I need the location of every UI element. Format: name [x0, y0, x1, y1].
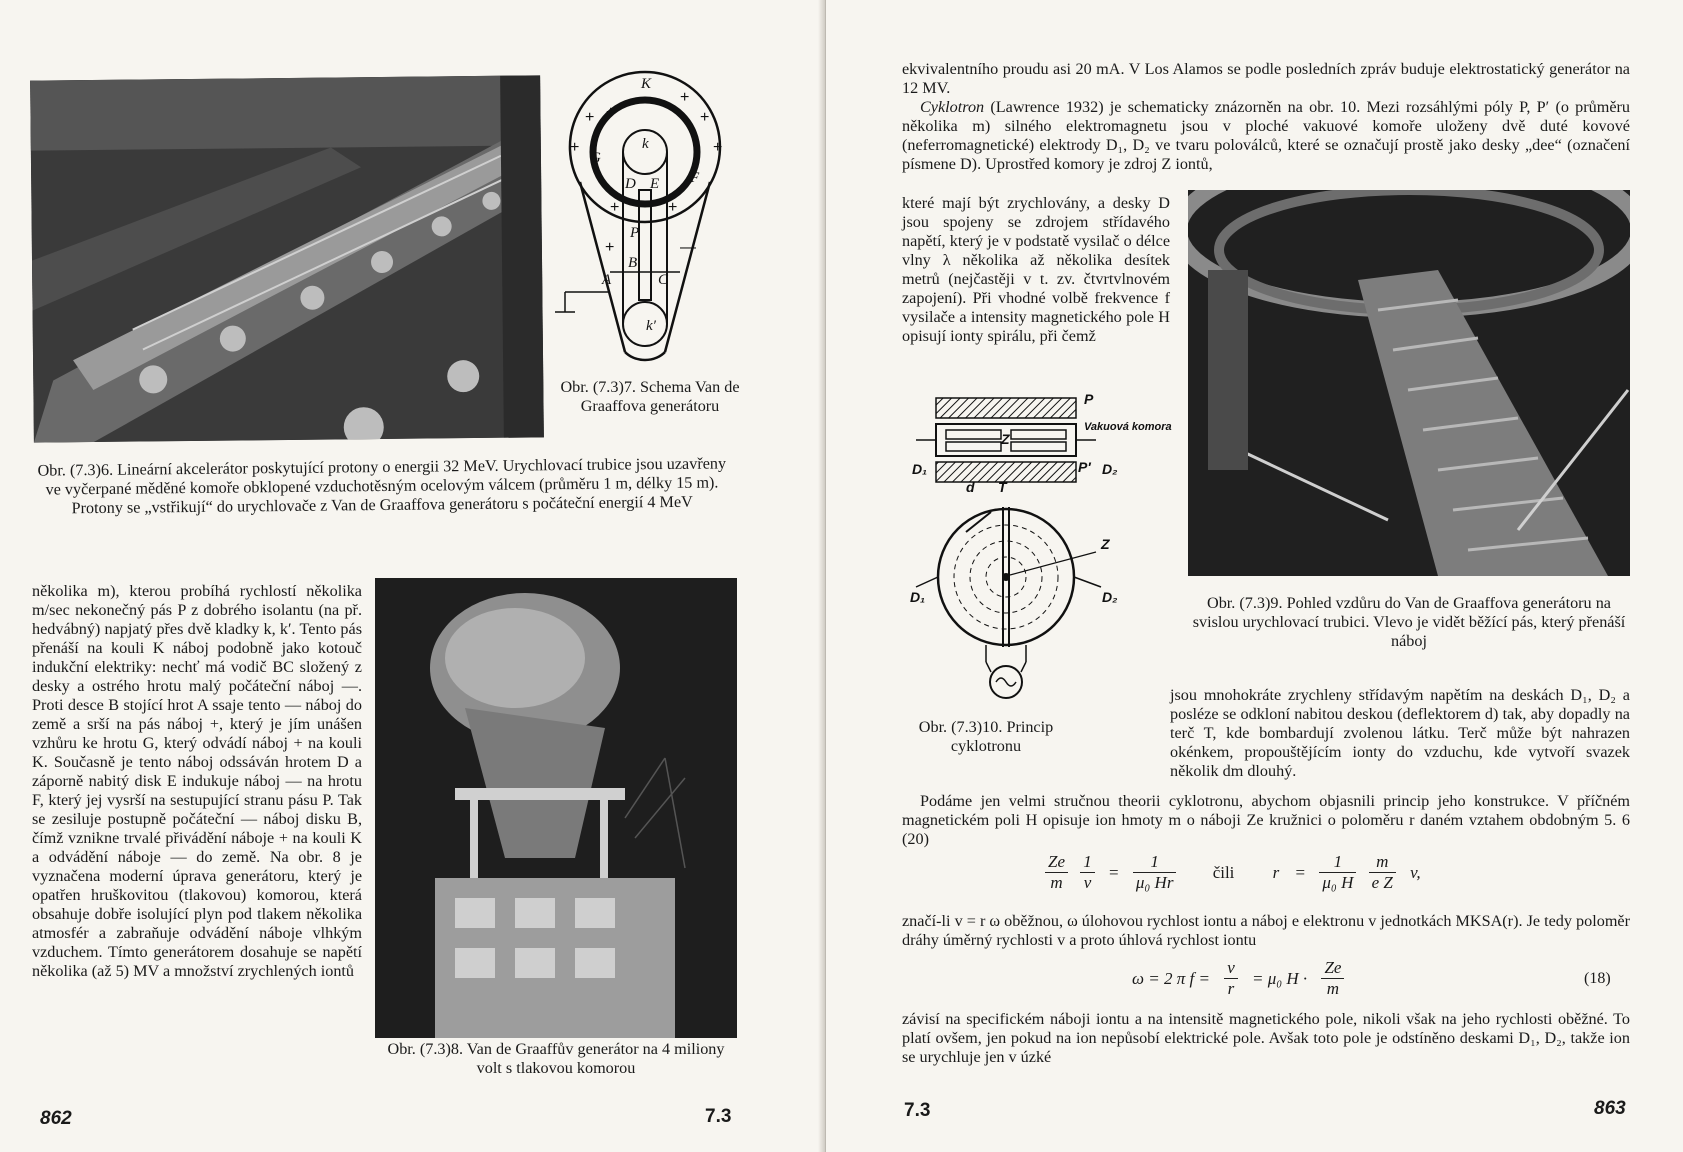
svg-text:+: + [585, 109, 595, 126]
fig7-label-F: F [690, 170, 700, 186]
fig9-photo-generator-interior [1188, 190, 1630, 576]
fig7-label-k-prime: k′ [646, 318, 656, 334]
fig6-caption: Obr. (7.3)6. Lineární akcelerátor poskytující protony o energii 32 MeV. Urychlovací trubice jsou uzavřeny ve vyčerpané měděné komoře obklopené vzduchotěsným ocelovým válcem (průměru 1 m, délky 15 m). Protony se „vstřikují“ do urychlovače z Van de Graaffova generátoru s počáteční energií 4 MeV [37, 454, 727, 518]
fig10-label-z: Z [1101, 536, 1110, 552]
fig10-label-vacuum: Vakuová komora [1084, 421, 1172, 433]
fig7-label-k: k [642, 136, 649, 152]
fig10-label-t: T [998, 479, 1007, 495]
eq1-b-den: v [1083, 873, 1092, 892]
right-page-number: 863 [1594, 1098, 1626, 1119]
eq2-f-num: v [1224, 958, 1238, 979]
fig10-caption: Obr. (7.3)10. Princip cyklotronu [918, 718, 1054, 755]
fig10-label-p: P [1084, 392, 1094, 407]
fig7-label-P: P [630, 225, 640, 241]
fig10-label-z-top: Z [1001, 431, 1010, 447]
eq1-c-num: 1 [1133, 852, 1177, 873]
fig7-label-G: G [590, 150, 601, 166]
eq1-c-den: μ₀ Hr [1135, 873, 1174, 892]
svg-text:+: + [610, 199, 620, 216]
fig10-label-p-prime: P′ [1078, 459, 1091, 475]
fig8-caption: Obr. (7.3)8. Van de Graaffův generátor na 4 miliony volt s tlakovou komorou [387, 1040, 725, 1077]
eq1-a-num: Ze [1045, 852, 1068, 873]
svg-text:+: + [713, 139, 723, 156]
right-para2-narrow: které mají být zrychlovány, a desky D jsou spojeny se zdrojem střídavého napětí, který je v podstatě vysilač o délce vlny λ několika až několika desítek metrů (nejčastěji v t. zv. čtvrtvlnovém zapojení). Při vhodné volbě frekvence f vysilače a intensity magnetického pole H opisují ionty spirálu, při čemž [902, 194, 1170, 345]
fig7-label-D: D [625, 176, 636, 192]
right-para6: závisí na specifickém náboji iontu a na intensitě magnetického pole, nikoli však na jeho rychlosti oběžné. To platí ovšem, jen pokud na ion nepůsobí elektrické pole. Avšak toto pole je odstíněno deskami D₁, D₂, takže ion se urychluje jen v úzké [902, 1010, 1630, 1066]
eq1-r: r [1272, 862, 1280, 882]
left-page [0, 0, 826, 1152]
fig9-caption: Obr. (7.3)9. Pohled vzdůru do Van de Graaffova generátoru na svislou urychlovací trubici. Vlevo je vidět běžící pás, který přenáší náboj [1192, 594, 1626, 650]
eq1-e-num: m [1369, 852, 1396, 873]
right-page [826, 0, 1683, 1152]
right-section-label: 7.3 [904, 1100, 931, 1121]
svg-text:+: + [680, 89, 690, 106]
right-para2-full-text: (Lawrence 1932) je schematicky znázorněn na obr. 10. Mezi rozsáhlými póly P, P′ (o průměru několika m) silného elektromagnetu jsou v ploché vakuové komoře uloženy dvě duté kovové (neferromagnetické) elektrody D₁, D₂ ve tvaru poloválců, které se označují prostě jako desky „dee“ (označení písmene D). Uprostřed komory je zdroj Z iontů, [902, 98, 1630, 173]
fig7-label-B: B [628, 255, 638, 271]
fig10-label-d2-top: D₂ [1102, 461, 1118, 477]
right-para1: ekvivalentního proudu asi 20 mA. V Los Alamos se podle posledních zpráv buduje elektrostatický generátor na 12 MV. [902, 60, 1630, 97]
eq2-g-num: Ze [1321, 958, 1344, 979]
left-section-label: 7.3 [705, 1106, 732, 1127]
right-para4: Podáme jen velmi stručnou theorii cyklotronu, abychom objasnili princip jeho konstrukce. V příčném magnetickém poli H opisuje ion hmoty m o náboji Ze kružnici o poloměru r daném vztahem obdobným 5. 6 (20) [902, 792, 1630, 848]
fig6-photo-linear-accelerator [30, 75, 544, 442]
right-para2-full [902, 98, 1630, 174]
equation-1: $\frac{Ze}{m}$ $\frac{1}{v}$ = $\frac{1}{\text{μ₀ Hr}}$ čili r = $\frac{1}{\text{μ₀ H}}$ $\frac{m}{\text{e Z}}$ v, [1041, 852, 1427, 893]
eq2-lhs: ω = 2 π f = [1132, 968, 1210, 988]
eq2-f-den: r [1227, 979, 1235, 998]
fig7-label-K: K [641, 76, 652, 92]
eq1-a-den: m [1050, 873, 1063, 892]
svg-text:—: — [680, 239, 696, 256]
fig7-van-de-graaff-schematic [550, 62, 740, 362]
eq2-number: (18) [1584, 970, 1611, 987]
fig7-label-C: C [658, 272, 669, 288]
eq1-b-num: 1 [1080, 852, 1095, 873]
left-body-text: několika m), kterou probíhá rychlostí několika m/sec nekonečný pás P z dobrého isolantu (na př. hedvábný) napjatý přes dvě kladky k, k′. Tento pás přenáší na kouli K náboj podobně jako kotouč indukční elektriky: nechť má vodič BC složený z desky a ostrého hrotu malý počáteční náboj —. Proti desce B stojící hrot A ssaje tento — náboj do země a srší na pás náboj +, který je jím unášen vzhůru ke hrotu G, který odvádí náboj + na kouli K. Současně je tento náboj odssáván hrotem D a záporně nabitý disk E indukuje náboj — na hrotu F, který jej vysrší na sestupující stranu pásu P. Tak se zesiluje postupně počáteční — náboj disku B, čímž vznikne trvalé přivádění náboje + na kouli K a odvádění náboje — do země. Na obr. 8 je vyznačena moderní úprava generátoru, který je opatřen hruškovitou (tlakovou) komorou, která obsahuje dobře isolující plyn pod tlakem několika atmosfér a zabraňuje odvádění náboje vlhkým vzduchem. Tímto generátorem dosahuje se napětí několika (až 5) MV a množství zrychlených iontů [32, 582, 362, 980]
svg-text:+: + [700, 109, 710, 126]
svg-text:+: + [668, 199, 678, 216]
eq1-d-num: 1 [1319, 852, 1356, 873]
eq1-word: čili [1212, 862, 1235, 882]
fig10-cyclotron-schematic [906, 392, 1176, 702]
eq1-e-den: e Z [1371, 873, 1393, 892]
right-para5: značí-li v = r ω oběžnou, ω úlohovou rychlost iontu a náboj e elektronu v jednotkách MKSA(r). Je tedy poloměr dráhy úměrný rychlosti v a proto úhlová rychlost iontu [902, 912, 1630, 949]
fig10-label-d: d [966, 479, 975, 495]
svg-text:+: + [570, 139, 580, 156]
fig8-photo-van-de-graaff-generator [375, 578, 737, 1038]
eq1-tail: v, [1410, 862, 1421, 882]
eq1-d-den: μ₀ H [1322, 873, 1354, 892]
fig7-label-A: A [602, 272, 612, 288]
svg-text:+: + [606, 104, 616, 121]
fig10-label-d2: D₂ [1102, 589, 1118, 605]
fig7-label-E: E [650, 176, 660, 192]
left-page-number: 862 [40, 1108, 72, 1129]
fig7-caption: Obr. (7.3)7. Schema Van de Graaffova generátoru [560, 378, 740, 415]
fig10-label-d1: D₁ [910, 589, 926, 605]
equation-2 [1126, 958, 1348, 999]
eq2-g-den: m [1326, 979, 1340, 998]
eq2-mid: = μ₀ H · [1251, 968, 1308, 988]
right-para3: jsou mnohokráte zrychleny střídavým napětím na deskách D₁, D₂ a posléze se odkloní nabitou deskou (deflektorem d) tak, aby dopadly na terč T, kde bombardují zvolenou látku. Terč může být nahrazen okénkem, propouštějícím ionty do vzduchu, kde vytvoří svazek několik dm dlouhý. [1170, 686, 1630, 780]
cyklotron-term: Cyklotron [920, 98, 985, 116]
svg-text:+: + [605, 239, 615, 256]
fig10-label-d1-top: D₁ [912, 461, 928, 477]
